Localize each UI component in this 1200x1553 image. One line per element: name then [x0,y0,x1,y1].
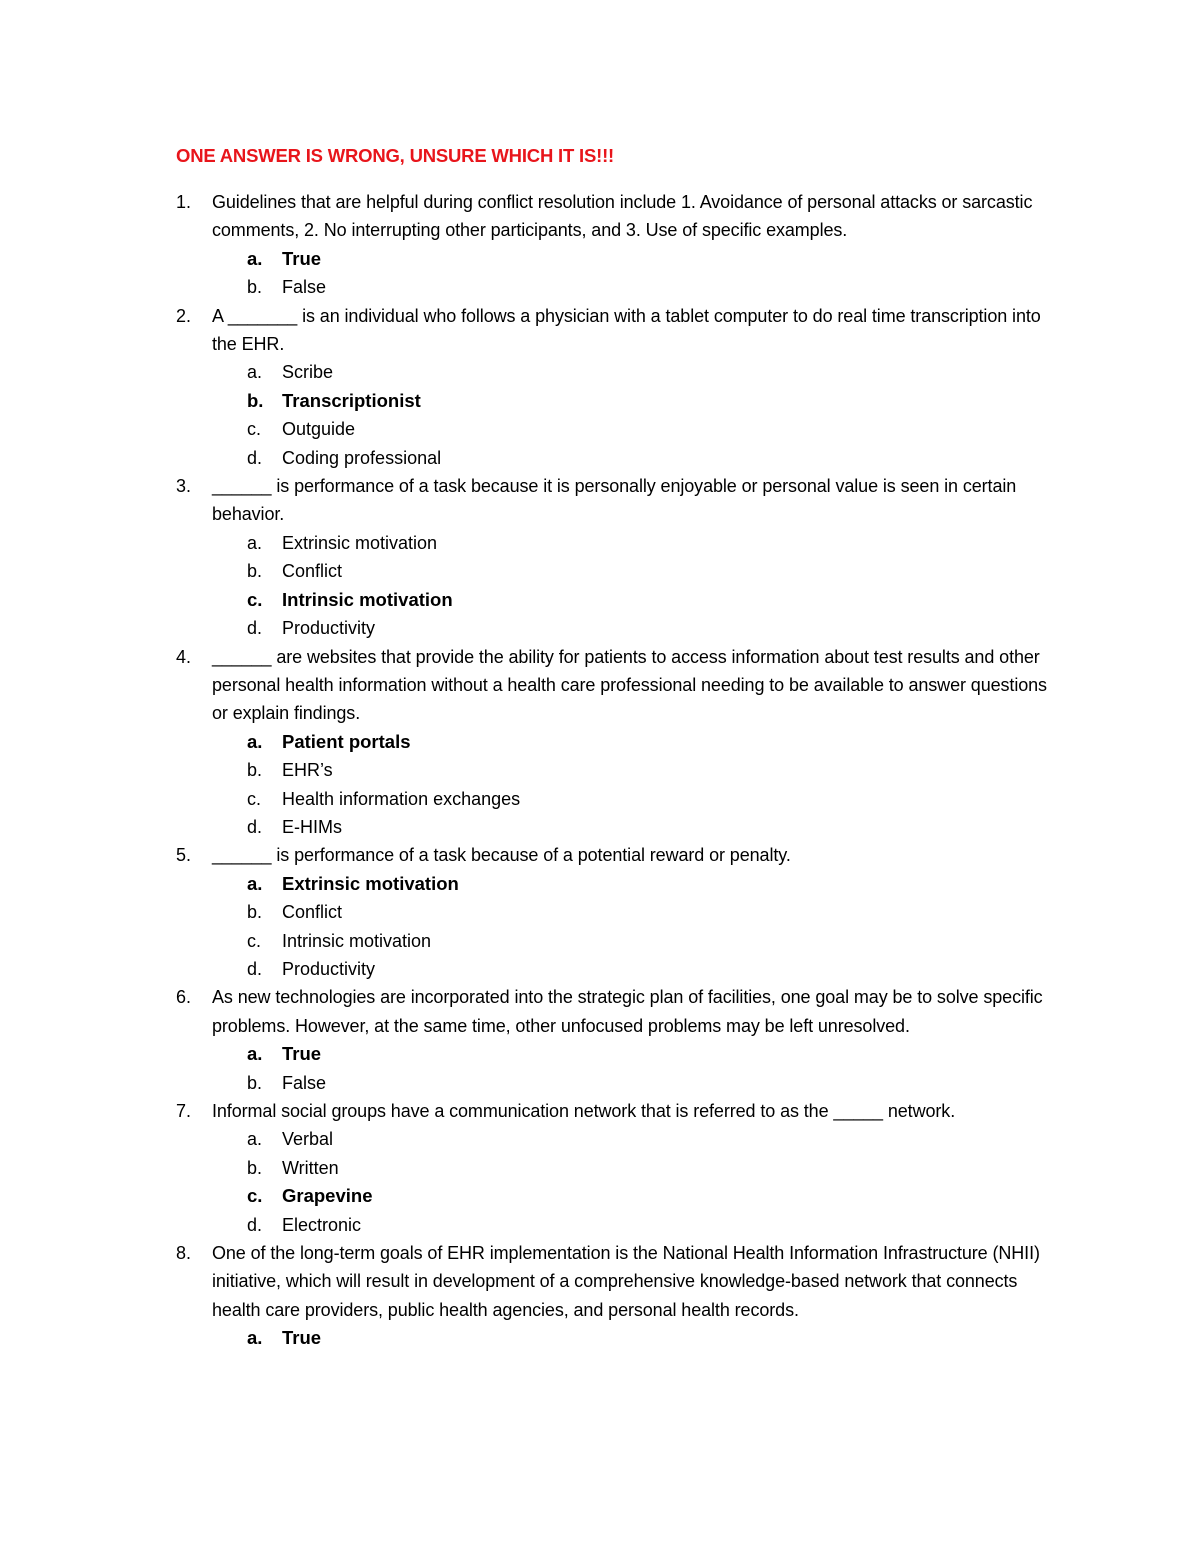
document-body [176,142,1066,1353]
question-number: 5. [176,845,192,866]
question-number: 2. [176,305,192,326]
selected-answer-option [247,870,1066,898]
option-letter: a. [247,362,263,383]
option-text: Intrinsic motivation [282,930,432,951]
option-letter: a. [247,872,263,894]
question-text: ______ are websites that provide the ability for patients to access information about test results and other personal health information without a health care professional needing to be available to answer questions or explain findings. [212,646,1047,724]
option-letter: b. [247,760,263,781]
question-number: 8. [176,1243,192,1264]
answer-option [247,614,1066,642]
option-text: Coding professional [282,447,442,468]
option-letter: d. [247,618,263,639]
option-text: Extrinsic motivation [282,532,438,553]
option-text: True [282,1327,322,1349]
option-text: EHR’s [282,760,333,781]
option-text: False [282,1072,327,1093]
option-text: Intrinsic motivation [282,588,453,610]
option-letter: d. [247,958,263,979]
question-item [176,1239,1066,1353]
option-text: E-HIMs [282,816,342,837]
option-text: Verbal [282,1129,334,1150]
question-text: A _______ is an individual who follows a physician with a tablet computer to do real time transcription into the EHR. [212,305,1041,355]
answer-option [247,444,1066,472]
selected-answer-option [247,728,1066,756]
question-item [176,472,1066,642]
answer-options [212,1125,1066,1239]
option-text: Transcriptionist [282,389,421,411]
option-text: Outguide [282,419,356,440]
answer-option [247,1069,1066,1097]
answer-option [247,1154,1066,1182]
answer-options [212,728,1066,842]
option-letter: a. [247,1327,263,1349]
option-letter: b. [247,561,263,582]
option-letter: b. [247,277,263,298]
answer-option [247,529,1066,557]
question-text: Guidelines that are helpful during conflict resolution include 1. Avoidance of personal attacks or sarcastic comments, 2. No interrupting other participants, and 3. Use of specific examples. [212,192,1033,241]
answer-options [212,1040,1066,1097]
question-item [176,643,1066,842]
selected-answer-option [247,1182,1066,1210]
answer-option [247,358,1066,386]
option-text: True [282,247,322,269]
option-text: Written [282,1157,339,1178]
option-text: Conflict [282,561,343,582]
question-text: As new technologies are incorporated into the strategic plan of facilities, one goal may be to solve specific problems. However, at the same time, other unfocused problems may be left unresolved. [212,987,1043,1036]
answer-option [247,415,1066,443]
option-letter: a. [247,1129,263,1150]
answer-option [247,756,1066,784]
option-text: True [282,1043,322,1065]
option-text: Health information exchanges [282,788,521,809]
option-letter: b. [247,1072,263,1093]
answer-option [247,955,1066,983]
selected-answer-option [247,387,1066,415]
warning-heading: ONE ANSWER IS WRONG, UNSURE WHICH IT IS!!! [176,145,614,166]
option-text: Electronic [282,1214,362,1235]
selected-answer-option [247,1324,1066,1352]
answer-options [212,529,1066,643]
option-letter: c. [247,788,262,809]
question-text: One of the long-term goals of EHR implementation is the National Health Information Infrastructure (NHII) initiative, which will result in development of a comprehensive knowledge-based network that connects health care providers, public health agencies, and personal health records. [212,1243,1040,1320]
option-text: Productivity [282,618,376,639]
selected-answer-option [247,586,1066,614]
option-letter: d. [247,1214,263,1235]
option-letter: c. [247,1185,263,1207]
option-letter: d. [247,816,263,837]
option-letter: c. [247,419,262,440]
option-letter: a. [247,1043,263,1065]
option-text: False [282,277,327,298]
option-letter: b. [247,389,264,411]
question-item [176,302,1066,472]
question-item [176,188,1066,302]
option-letter: a. [247,730,263,752]
question-number: 1. [176,192,192,212]
option-letter: b. [247,1157,263,1178]
question-item [176,1097,1066,1239]
question-item [176,983,1066,1097]
option-text: Scribe [282,362,334,383]
answer-options [212,358,1066,472]
question-text: ______ is performance of a task because it is personally enjoyable or personal value is seen in certain behavior. [212,476,1017,525]
answer-option [247,1125,1066,1153]
answer-option [247,557,1066,585]
option-letter: b. [247,902,263,923]
answer-options [212,870,1066,984]
option-text: Productivity [282,958,376,979]
option-letter: d. [247,447,263,468]
answer-option [247,898,1066,926]
option-letter: c. [247,588,263,610]
option-text: Extrinsic motivation [282,872,459,894]
option-text: Patient portals [282,730,411,752]
selected-answer-option [247,245,1066,273]
answer-option [247,1211,1066,1239]
question-list [176,188,1066,1353]
answer-option [247,273,1066,301]
selected-answer-option [247,1040,1066,1068]
answer-options [212,1324,1066,1352]
question-text: ______ is performance of a task because of a potential reward or penalty. [212,845,791,866]
answer-option [247,785,1066,813]
answer-option [247,813,1066,841]
question-number: 6. [176,987,192,1008]
option-letter: a. [247,532,263,553]
option-text: Conflict [282,902,343,923]
question-number: 4. [176,646,192,667]
question-number: 7. [176,1101,192,1121]
answer-option [247,927,1066,955]
option-letter: a. [247,247,263,269]
option-text: Grapevine [282,1185,373,1207]
question-number: 3. [176,476,192,497]
question-item [176,841,1066,983]
option-letter: c. [247,930,262,951]
answer-options [212,245,1066,302]
question-text: Informal social groups have a communication network that is referred to as the _____ network. [212,1101,956,1121]
